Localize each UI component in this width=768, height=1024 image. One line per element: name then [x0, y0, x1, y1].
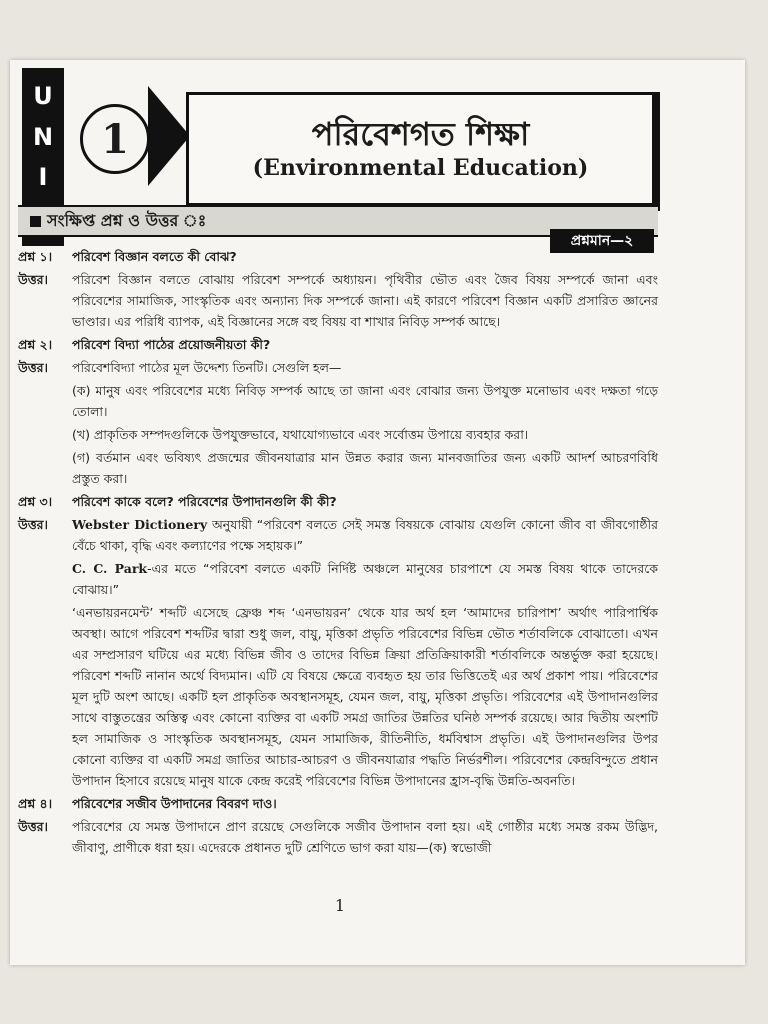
question	[18, 491, 658, 512]
unit-letter: N	[32, 122, 54, 151]
answer-point: (গ) বর্তমান এবং ভবিষ্যৎ প্রজন্মের জীবনযাত্রার মান উন্নত করার জন্য মানবজাতির জন্য একটি আদর্শ আচরণবিধি প্রস্তুত করা।	[72, 450, 658, 486]
square-bullet-icon	[30, 216, 41, 227]
question-text: পরিবেশ বিদ্যা পাঠের প্রয়োজনীয়তা কী?	[72, 337, 271, 352]
answer	[18, 514, 658, 556]
arrow-right-icon	[148, 86, 190, 186]
question-answer-list	[18, 246, 658, 860]
answer-text: পরিবেশ বিজ্ঞান বলতে বোঝায় পরিবেশ সম্পর্কে অধ্যায়ন। পৃথিবীর ভৌত এবং জৈব বিষয় সম্পর্কে জানা এবং পরিবেশের সামাজিক, সাংস্কৃতিক এবং অন্যান্য দিক সম্পর্কে জানা। এই কারণে পরিবেশ বিজ্ঞান একটি প্রসারিত জ্ঞানের ভাণ্ডার। এর পরিধি ব্যাপক, এই বিজ্ঞানের সঙ্গে বহু বিষয় বা শাখার নিবিড় সম্পর্ক আছে।	[72, 272, 658, 329]
question	[18, 793, 658, 814]
chapter-title-bengali: পরিবেশগত শিক্ষা	[311, 115, 530, 153]
question-text: পরিবেশ বিজ্ঞান বলতে কী বোঝ?	[72, 249, 237, 264]
answer-tag: উত্তর।	[18, 819, 49, 834]
answer-tag: উত্তর।	[18, 517, 49, 532]
answer-point: (খ) প্রাকৃতিক সম্পদগুলিকে উপযুক্তভাবে, যথাযোগ্যভাবে এবং সর্বোত্তম উপায়ে ব্যবহার করা।	[72, 427, 529, 442]
question-text: পরিবেশের সজীব উপাদানের বিবরণ দাও।	[72, 796, 277, 811]
question	[18, 246, 658, 267]
question-tag: প্রশ্ন ৪।	[18, 796, 53, 811]
question	[18, 334, 658, 355]
page-number: 1	[334, 896, 346, 915]
answer-paragraph	[18, 558, 658, 600]
quote-text: -এর মতে “পরিবেশ বলতে একটি নির্দিষ্ট অঞ্চলে মানুষের চারপাশে যে সমস্ত বিষয় থাকে তাদেরকে বোঝায়।”	[72, 561, 658, 597]
answer-paragraph: ‘এনভায়রনমেন্ট’ শব্দটি এসেছে ফ্রেঞ্চ শব্দ ‘এনভায়রন’ থেকে যার অর্থ হল ‘আমাদের চারিপাশ’ অর্থাৎ পারিপার্শ্বিক অবস্থা। আগে পরিবেশ শব্দটির দ্বারা শুধু জল, বায়ু, মৃত্তিকা প্রভৃতি পরিবেশের বিভিন্ন ভৌত শর্তাবলিকে বোঝাতো। এখন এর সম্প্রসারণ ঘটিয়ে এর মধ্যে বিভিন্ন জীব ও তাদের বিভিন্ন ক্রিয়া প্রতিক্রিয়াকারী শর্তাবলিকে অন্তর্ভুক্ত করা হয়েছে। পরিবেশ শব্দটি নানান অর্থে বিদ্যমান। এটি যে বিষয়ে ক্ষেত্রে ব্যবহৃত হয় তার ভিত্তিতেই এর অর্থ প্রকাশ পায়। পরিবেশের মূল দুটি অংশ আছে। একটি হল প্রাকৃতিক অবস্থানসমূহ, যেমন জল, বায়ু, মৃত্তিকা প্রভৃতি। পরিবেশের এই উপাদানগুলির সাথে বাস্তুতন্ত্রের অস্তিত্ব এবং কোনো ব্যক্তির বা একটি সমগ্র জাতির উন্নতির ঘনিষ্ঠ সম্পর্ক রয়েছে। আর দ্বিতীয় অংশটি হল সামাজিক ও সাংস্কৃতিক অবস্থানসমূহ, যেমন সামাজিক, রীতিনীতি, ধর্মবিশ্বাস প্রভৃতি। এই উপাদানগুলির উপর কোনো ব্যক্তির বা একটি সমগ্র জাতির আচার-আচরণ ও জীবনযাত্রার পদ্ধতি নির্ভরশীল। পরিবেশের কেন্দ্রবিন্দুতে প্রধান উপাদান হিসাবে রয়েছে মানুষ যাকে কেন্দ্র করেই পরিবেশের বিভিন্ন উপাদানের হ্রাস-বৃদ্ধি উন্নতি-অবনতি।	[72, 605, 658, 788]
unit-letter: I	[38, 163, 48, 192]
question-tag: প্রশ্ন ২।	[18, 337, 53, 352]
marks-badge: প্রশ্নমান—২	[550, 229, 654, 253]
answer-tag: উত্তর।	[18, 272, 49, 287]
textbook-page	[10, 60, 745, 965]
answer	[18, 357, 658, 378]
section-heading-label: সংক্ষিপ্ত প্রশ্ন ও উত্তর ঃ	[47, 210, 207, 230]
author-name: C. C. Park	[72, 561, 148, 576]
answer	[18, 816, 658, 858]
answer-point: (ক) মানুষ এবং পরিবেশের মধ্যে নিবিড় সম্পর্ক আছে তা জানা এবং বোঝার জন্য উপযুক্ত মনোভাব এবং দক্ষতা গড়ে তোলা।	[72, 383, 658, 419]
unit-letter: U	[33, 82, 53, 111]
question-tag: প্রশ্ন ১।	[18, 249, 53, 264]
unit-number: 1	[80, 104, 150, 174]
chapter-title-box	[186, 92, 660, 211]
question-tag: প্রশ্ন ৩।	[18, 494, 53, 509]
answer-text: পরিবেশের যে সমস্ত উপাদানে প্রাণ রয়েছে সেগুলিকে সজীব উপাদান বলা হয়। এই গোষ্ঠীর মধ্যে সমস্ত রকম উদ্ভিদ, জীবাণু, প্রাণীকে ধরা হয়। এদেরকে প্রধানত দুটি শ্রেণিতে ভাগ করা যায়—(ক) স্বভোজী	[72, 819, 658, 855]
source-name: Webster Dictionery	[72, 517, 208, 532]
answer-text	[72, 514, 658, 556]
answer-tag: উত্তর।	[18, 360, 49, 375]
question-text: পরিবেশ কাকে বলে? পরিবেশের উপাদানগুলি কী কী?	[72, 494, 337, 509]
answer-text: পরিবেশবিদ্যা পাঠের মূল উদ্দেশ্য তিনটি। সেগুলি হল—	[72, 360, 342, 375]
quote-text: অনুযায়ী “পরিবেশ বলতে সেই সমস্ত বিষয়কে বোঝায় যেগুলি কোনো জীব বা জীবগোষ্ঠীর বেঁচে থাকা, বৃদ্ধি এবং কল্যাণের পক্ষে সহায়ক।”	[72, 517, 658, 553]
chapter-title-english: (Environmental Education)	[252, 155, 589, 181]
answer	[18, 269, 658, 332]
